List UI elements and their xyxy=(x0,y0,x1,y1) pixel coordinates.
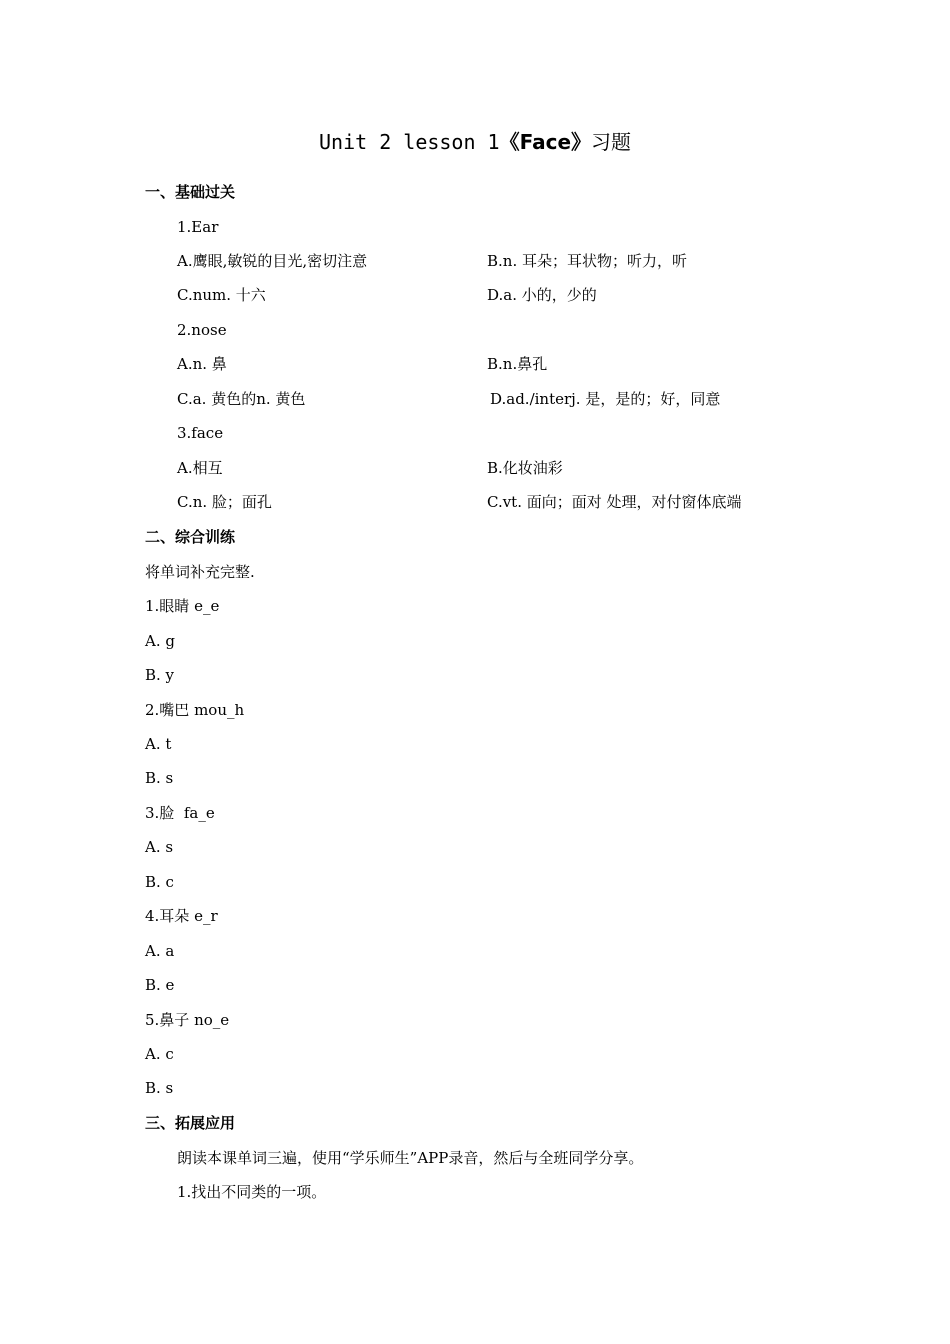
fill-item-option-a: A. t xyxy=(145,735,172,753)
q2-option-d: D.ad./interj. 是，是的；好，同意 xyxy=(490,390,721,408)
fill-item-option-b: B. s xyxy=(145,1079,174,1097)
fill-item-stem: 5.鼻子 no_e xyxy=(145,1011,230,1029)
fill-item-stem: 4.耳朵 e_r xyxy=(145,907,218,925)
section1-heading: 一、基础过关 xyxy=(145,183,236,201)
q2-stem: 2.nose xyxy=(177,321,227,339)
section2-instruction: 将单词补充完整. xyxy=(145,563,255,581)
page-title xyxy=(0,128,950,156)
q3-stem: 3.face xyxy=(177,424,224,442)
fill-item-option-a: A. g xyxy=(145,632,175,650)
fill-item-option-a: A. c xyxy=(145,1045,174,1063)
title-book: 《Face》 xyxy=(499,130,592,154)
q2-option-b: B.n.鼻孔 xyxy=(487,355,548,373)
q3-option-d: C.vt. 面向；面对 处理，对付窗体底端 xyxy=(487,493,742,511)
q3-option-b: B.化妆油彩 xyxy=(487,459,563,477)
q1-option-a: A.鹰眼,敏锐的目光,密切注意 xyxy=(177,252,368,270)
section2-heading: 二、综合训练 xyxy=(145,528,236,546)
q3-option-a: A.相互 xyxy=(177,459,223,477)
section3-instruction: 朗读本课单词三遍，使用“学乐师生”APP录音，然后与全班同学分享。 xyxy=(177,1149,644,1167)
fill-item-stem: 3.脸 fa_e xyxy=(145,804,215,822)
section3-heading: 三、拓展应用 xyxy=(145,1114,236,1132)
section3-q1: 1.找出不同类的一项。 xyxy=(177,1183,327,1201)
q2-option-c: C.a. 黄色的n. 黄色 xyxy=(177,390,306,408)
q2-option-a: A.n. 鼻 xyxy=(177,355,227,373)
fill-item-option-b: B. s xyxy=(145,769,174,787)
q1-option-c: C.num. 十六 xyxy=(177,286,266,304)
q1-option-b: B.n. 耳朵；耳状物；听力，听 xyxy=(487,252,687,270)
fill-item-option-b: B. c xyxy=(145,873,174,891)
fill-item-stem: 1.眼睛 e_e xyxy=(145,597,220,615)
fill-item-option-a: A. s xyxy=(145,838,174,856)
q1-stem: 1.Ear xyxy=(177,218,219,236)
title-main: Unit 2 lesson 1 xyxy=(318,130,500,154)
fill-item-option-b: B. e xyxy=(145,976,175,994)
title-suffix: 习题 xyxy=(591,130,632,154)
fill-item-option-a: A. a xyxy=(145,942,175,960)
fill-item-stem: 2.嘴巴 mou_h xyxy=(145,701,245,719)
fill-item-option-b: B. y xyxy=(145,666,175,684)
q1-option-d: D.a. 小的，少的 xyxy=(487,286,597,304)
q3-option-c: C.n. 脸；面孔 xyxy=(177,493,272,511)
